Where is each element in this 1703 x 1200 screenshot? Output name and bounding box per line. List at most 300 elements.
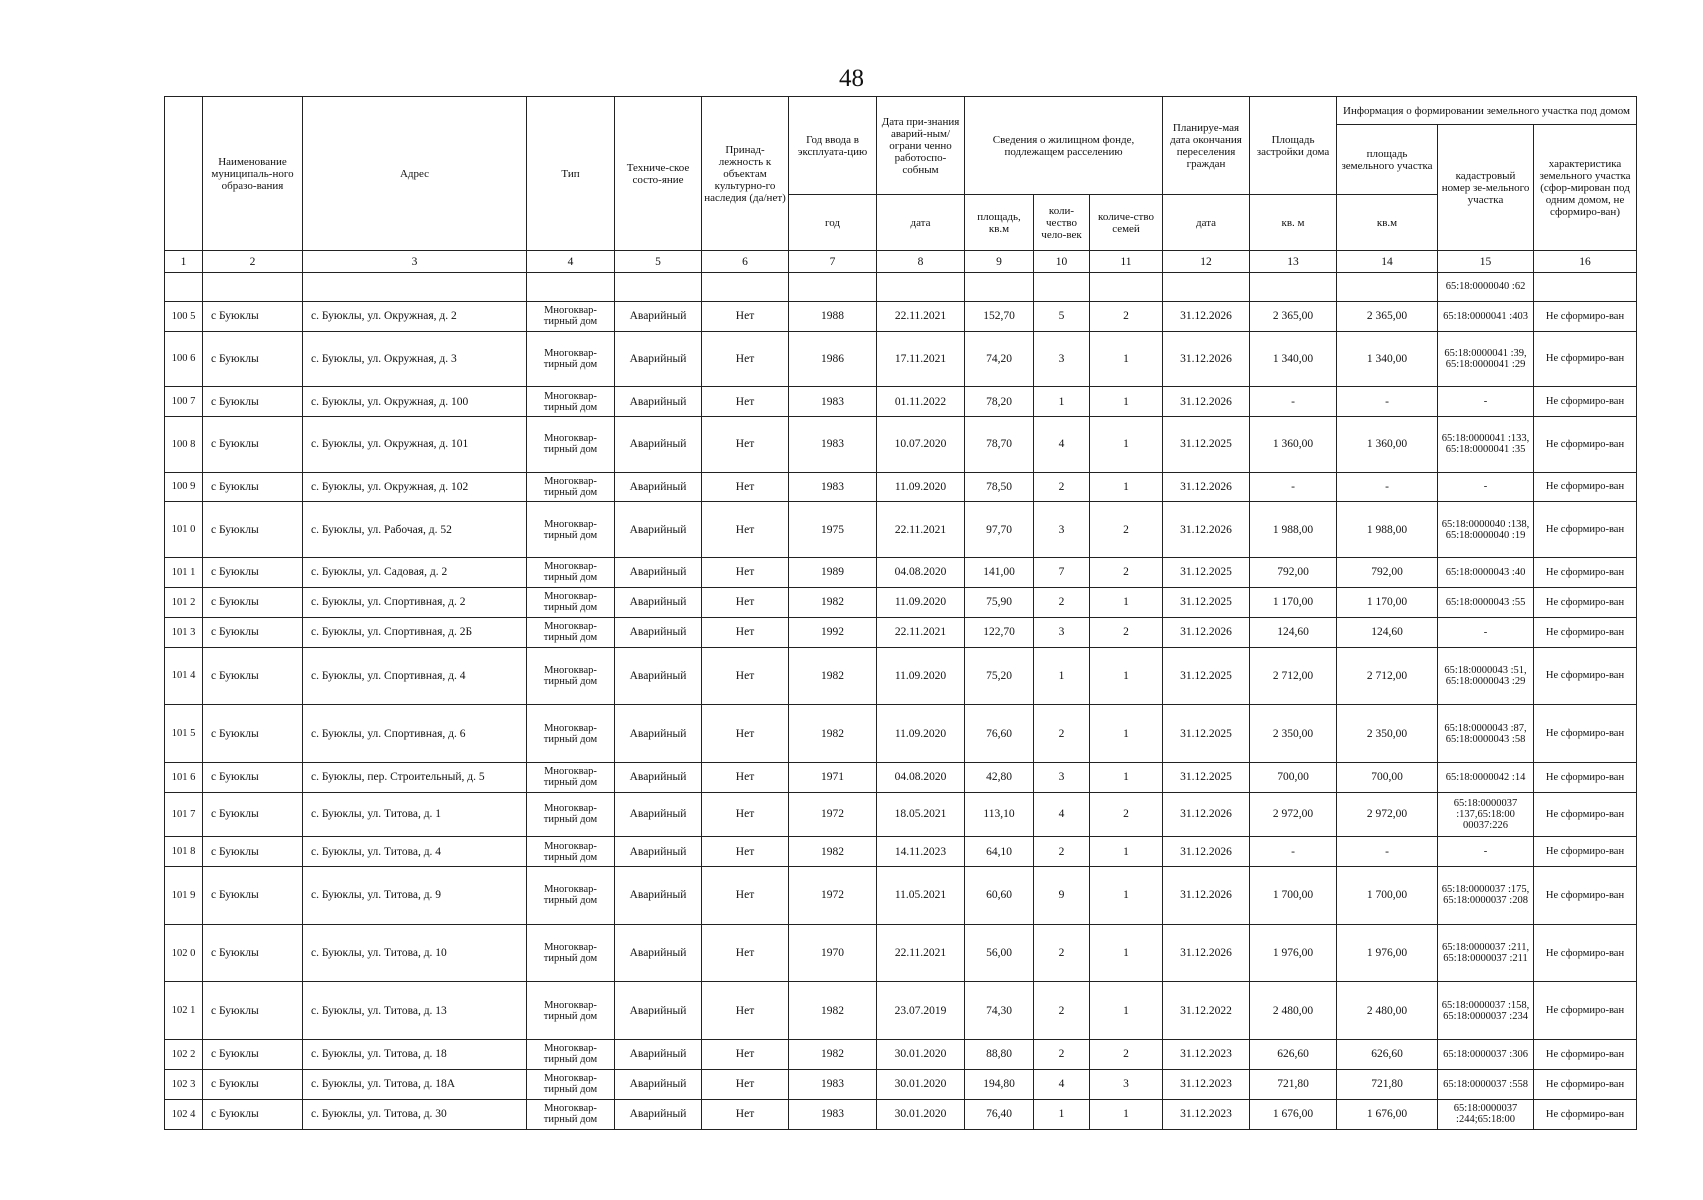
heritage-cell: Нет [702, 387, 789, 417]
column-number: 2 [203, 251, 303, 273]
land-characteristic-cell: Не сформиро-ван [1534, 587, 1637, 617]
year-cell: 1982 [789, 1040, 877, 1070]
families-cell: 1 [1090, 472, 1163, 502]
resettlement-date-cell: 31.12.2026 [1163, 837, 1250, 867]
cadastral-number: 65:18:0000043 :55 [1438, 587, 1534, 617]
land-area-cell: 1 976,00 [1337, 924, 1438, 982]
municipality-cell: с Буюклы [203, 417, 303, 472]
row-number: 100 7 [165, 387, 203, 417]
emergency-date-cell: 22.11.2021 [877, 617, 965, 647]
cadastral-number: 65:18:0000040 :138, 65:18:0000040 :19 [1438, 502, 1534, 557]
table-row [165, 647, 1637, 705]
municipality-cell: с Буюклы [203, 331, 303, 386]
emergency-date-cell: 22.11.2021 [877, 924, 965, 982]
heritage-cell: Нет [702, 1040, 789, 1070]
area-cell: 74,30 [965, 982, 1034, 1040]
heritage-cell: Нет [702, 867, 789, 925]
persons-cell: 1 [1034, 1099, 1090, 1129]
area-cell: 56,00 [965, 924, 1034, 982]
built-area-cell: 700,00 [1250, 762, 1337, 792]
type-cell: Многоквар-тирный дом [527, 1099, 615, 1129]
condition-cell: Аварийный [615, 331, 702, 386]
families-cell: 1 [1090, 867, 1163, 925]
area-cell: 76,60 [965, 705, 1034, 763]
condition-cell: Аварийный [615, 705, 702, 763]
row-number: 102 1 [165, 982, 203, 1040]
header-persons: коли-чество чело-век [1034, 195, 1090, 251]
table-row [165, 705, 1637, 763]
header-municipality: Наименование муниципаль-ного образо-вания [203, 97, 303, 251]
year-cell: 1983 [789, 387, 877, 417]
land-characteristic-cell: Не сформиро-ван [1534, 1099, 1637, 1129]
built-area-cell: 1 676,00 [1250, 1099, 1337, 1129]
built-area-cell: 1 360,00 [1250, 417, 1337, 472]
table-body [165, 273, 1637, 1130]
address-cell: с. Буюклы, ул. Титова, д. 4 [303, 837, 527, 867]
type-cell: Многоквар-тирный дом [527, 647, 615, 705]
area-cell: 88,80 [965, 1040, 1034, 1070]
year-cell: 1992 [789, 617, 877, 647]
families-cell: 1 [1090, 331, 1163, 386]
families-cell: 1 [1090, 647, 1163, 705]
cadastral-number: 65:18:0000041 :39, 65:18:0000041 :29 [1438, 331, 1534, 386]
land-characteristic-cell: Не сформиро-ван [1534, 647, 1637, 705]
year-cell: 1986 [789, 331, 877, 386]
persons-cell: 3 [1034, 502, 1090, 557]
land-area-cell: 2 972,00 [1337, 792, 1438, 836]
resettlement-date-cell: 31.12.2026 [1163, 301, 1250, 331]
municipality-cell: с Буюклы [203, 387, 303, 417]
land-area-cell: 2 712,00 [1337, 647, 1438, 705]
emergency-date-cell: 04.08.2020 [877, 762, 965, 792]
table-row [165, 301, 1637, 331]
municipality-cell: с Буюклы [203, 924, 303, 982]
row-number: 100 5 [165, 301, 203, 331]
families-cell: 2 [1090, 301, 1163, 331]
column-number: 5 [615, 251, 702, 273]
emergency-date-cell: 04.08.2020 [877, 557, 965, 587]
municipality-cell: с Буюклы [203, 301, 303, 331]
condition-cell: Аварийный [615, 924, 702, 982]
address-cell: с. Буюклы, ул. Спортивная, д. 2 [303, 587, 527, 617]
persons-cell: 7 [1034, 557, 1090, 587]
column-number: 1 [165, 251, 203, 273]
address-cell: с. Буюклы, ул. Титова, д. 13 [303, 982, 527, 1040]
municipality-cell: с Буюклы [203, 792, 303, 836]
row-number: 101 7 [165, 792, 203, 836]
resettlement-date-cell: 31.12.2026 [1163, 924, 1250, 982]
emergency-date-cell: 17.11.2021 [877, 331, 965, 386]
address-cell: с. Буюклы, ул. Рабочая, д. 52 [303, 502, 527, 557]
built-area-cell: 626,60 [1250, 1040, 1337, 1070]
condition-cell: Аварийный [615, 1099, 702, 1129]
heritage-cell: Нет [702, 502, 789, 557]
type-cell: Многоквар-тирный дом [527, 924, 615, 982]
land-characteristic-cell: Не сформиро-ван [1534, 792, 1637, 836]
area-cell: 141,00 [965, 557, 1034, 587]
header-built-area-group: Площадь застройки дома [1250, 97, 1337, 195]
cadastral-number: 65:18:0000037 :211, 65:18:0000037 :211 [1438, 924, 1534, 982]
address-cell: с. Буюклы, ул. Титова, д. 30 [303, 1099, 527, 1129]
table-row [165, 417, 1637, 472]
type-cell: Многоквар-тирный дом [527, 301, 615, 331]
persons-cell: 9 [1034, 867, 1090, 925]
municipality-cell: с Буюклы [203, 1040, 303, 1070]
persons-cell: 3 [1034, 617, 1090, 647]
cadastral-number: 65:18:0000043 :87, 65:18:0000043 :58 [1438, 705, 1534, 763]
resettlement-date-cell: 31.12.2025 [1163, 647, 1250, 705]
header-cadastral: кадастровый номер зе-мельного участка [1438, 125, 1534, 251]
persons-cell: 2 [1034, 472, 1090, 502]
land-area-cell: 1 676,00 [1337, 1099, 1438, 1129]
row-number: 100 9 [165, 472, 203, 502]
built-area-cell: - [1250, 472, 1337, 502]
municipality-cell: с Буюклы [203, 1069, 303, 1099]
land-area-cell: 1 340,00 [1337, 331, 1438, 386]
land-characteristic-cell: Не сформиро-ван [1534, 472, 1637, 502]
table-row [165, 331, 1637, 386]
built-area-cell: 1 700,00 [1250, 867, 1337, 925]
land-area-cell: 2 480,00 [1337, 982, 1438, 1040]
header-address: Адрес [303, 97, 527, 251]
type-cell: Многоквар-тирный дом [527, 587, 615, 617]
row-number: 101 8 [165, 837, 203, 867]
cadastral-number: 65:18:0000037 :558 [1438, 1069, 1534, 1099]
cadastral-number: - [1438, 837, 1534, 867]
heritage-cell: Нет [702, 617, 789, 647]
families-cell: 1 [1090, 1099, 1163, 1129]
emergency-date-cell: 30.01.2020 [877, 1069, 965, 1099]
built-area-cell: 792,00 [1250, 557, 1337, 587]
cadastral-number: 65:18:0000043 :51, 65:18:0000043 :29 [1438, 647, 1534, 705]
address-cell: с. Буюклы, ул. Окружная, д. 3 [303, 331, 527, 386]
row-number: 101 9 [165, 867, 203, 925]
persons-cell: 3 [1034, 331, 1090, 386]
row-number: 100 8 [165, 417, 203, 472]
header-land-group: Информация о формировании земельного участка под домом [1337, 97, 1637, 125]
emergency-date-cell: 10.07.2020 [877, 417, 965, 472]
address-cell: с. Буюклы, ул. Титова, д. 18 [303, 1040, 527, 1070]
table-row [165, 1099, 1637, 1129]
row-number: 101 0 [165, 502, 203, 557]
condition-cell: Аварийный [615, 792, 702, 836]
header-emergency-group: Дата при-знания аварий-ным/ограни ченно работоспо-собным [877, 97, 965, 195]
type-cell: Многоквар-тирный дом [527, 617, 615, 647]
land-characteristic-cell: Не сформиро-ван [1534, 924, 1637, 982]
header-land-area-unit: кв.м [1337, 195, 1438, 251]
land-area-cell: 721,80 [1337, 1069, 1438, 1099]
column-number: 7 [789, 251, 877, 273]
emergency-date-cell: 23.07.2019 [877, 982, 965, 1040]
area-cell: 75,90 [965, 587, 1034, 617]
land-characteristic-cell: Не сформиро-ван [1534, 617, 1637, 647]
municipality-cell: с Буюклы [203, 502, 303, 557]
resettlement-date-cell: 31.12.2025 [1163, 705, 1250, 763]
type-cell: Многоквар-тирный дом [527, 502, 615, 557]
municipality-cell: с Буюклы [203, 472, 303, 502]
persons-cell: 5 [1034, 301, 1090, 331]
built-area-cell: 1 976,00 [1250, 924, 1337, 982]
table-row [165, 982, 1637, 1040]
column-number: 4 [527, 251, 615, 273]
condition-cell: Аварийный [615, 472, 702, 502]
emergency-date-cell: 22.11.2021 [877, 301, 965, 331]
year-cell: 1971 [789, 762, 877, 792]
row-number: 102 0 [165, 924, 203, 982]
year-cell: 1983 [789, 417, 877, 472]
year-cell: 1989 [789, 557, 877, 587]
year-cell: 1982 [789, 837, 877, 867]
built-area-cell: 2 712,00 [1250, 647, 1337, 705]
emergency-date-cell: 01.11.2022 [877, 387, 965, 417]
table-row [165, 762, 1637, 792]
year-cell: 1983 [789, 1069, 877, 1099]
built-area-cell: 2 480,00 [1250, 982, 1337, 1040]
heritage-cell: Нет [702, 1099, 789, 1129]
built-area-cell: 124,60 [1250, 617, 1337, 647]
land-area-cell: - [1337, 837, 1438, 867]
emergency-date-cell: 11.09.2020 [877, 472, 965, 502]
resettlement-date-cell: 31.12.2023 [1163, 1099, 1250, 1129]
column-number: 13 [1250, 251, 1337, 273]
resettlement-date-cell: 31.12.2026 [1163, 792, 1250, 836]
area-cell: 76,40 [965, 1099, 1034, 1129]
table-row [165, 587, 1637, 617]
condition-cell: Аварийный [615, 982, 702, 1040]
families-cell: 1 [1090, 837, 1163, 867]
column-number: 14 [1337, 251, 1438, 273]
persons-cell: 2 [1034, 587, 1090, 617]
land-area-cell: - [1337, 472, 1438, 502]
year-cell: 1982 [789, 705, 877, 763]
condition-cell: Аварийный [615, 417, 702, 472]
header-type: Тип [527, 97, 615, 251]
row-number: 101 6 [165, 762, 203, 792]
column-number: 11 [1090, 251, 1163, 273]
resettlement-date-cell: 31.12.2025 [1163, 417, 1250, 472]
families-cell: 2 [1090, 502, 1163, 557]
condition-cell: Аварийный [615, 617, 702, 647]
header-area-sqm: площадь, кв.м [965, 195, 1034, 251]
persons-cell: 2 [1034, 924, 1090, 982]
families-cell: 2 [1090, 792, 1163, 836]
table-row [165, 867, 1637, 925]
year-cell: 1982 [789, 587, 877, 617]
persons-cell: 4 [1034, 1069, 1090, 1099]
column-number: 10 [1034, 251, 1090, 273]
page-number: 48 [839, 65, 864, 92]
heritage-cell: Нет [702, 587, 789, 617]
address-cell: с. Буюклы, ул. Титова, д. 9 [303, 867, 527, 925]
built-area-cell: - [1250, 387, 1337, 417]
land-area-cell: 1 360,00 [1337, 417, 1438, 472]
condition-cell: Аварийный [615, 1040, 702, 1070]
municipality-cell: с Буюклы [203, 647, 303, 705]
heritage-cell: Нет [702, 837, 789, 867]
land-area-cell: 1 170,00 [1337, 587, 1438, 617]
table-row [165, 1040, 1637, 1070]
families-cell: 1 [1090, 924, 1163, 982]
row-number: 101 1 [165, 557, 203, 587]
resettlement-date-cell: 31.12.2023 [1163, 1040, 1250, 1070]
address-cell: с. Буюклы, ул. Окружная, д. 100 [303, 387, 527, 417]
type-cell: Многоквар-тирный дом [527, 1040, 615, 1070]
area-cell: 64,10 [965, 837, 1034, 867]
municipality-cell: с Буюклы [203, 837, 303, 867]
emergency-date-cell: 11.09.2020 [877, 587, 965, 617]
table-row [165, 924, 1637, 982]
heritage-cell: Нет [702, 331, 789, 386]
land-area-cell: 124,60 [1337, 617, 1438, 647]
area-cell: 194,80 [965, 1069, 1034, 1099]
heritage-cell: Нет [702, 647, 789, 705]
address-cell: с. Буюклы, ул. Окружная, д. 102 [303, 472, 527, 502]
cadastral-number: 65:18:0000037 :306 [1438, 1040, 1534, 1070]
type-cell: Многоквар-тирный дом [527, 1069, 615, 1099]
built-area-cell: - [1250, 837, 1337, 867]
condition-cell: Аварийный [615, 837, 702, 867]
built-area-cell: 1 988,00 [1250, 502, 1337, 557]
land-characteristic-cell: Не сформиро-ван [1534, 867, 1637, 925]
municipality-cell: с Буюклы [203, 557, 303, 587]
municipality-cell: с Буюклы [203, 982, 303, 1040]
area-cell: 78,50 [965, 472, 1034, 502]
emergency-housing-table [164, 96, 1637, 1130]
address-cell: с. Буюклы, ул. Титова, д. 1 [303, 792, 527, 836]
heritage-cell: Нет [702, 762, 789, 792]
table-row [165, 472, 1637, 502]
table-row [165, 387, 1637, 417]
year-cell: 1983 [789, 1099, 877, 1129]
header-blank [165, 97, 203, 251]
area-cell: 78,70 [965, 417, 1034, 472]
built-area-cell: 1 340,00 [1250, 331, 1337, 386]
address-cell: с. Буюклы, ул. Спортивная, д. 4 [303, 647, 527, 705]
area-cell: 97,70 [965, 502, 1034, 557]
resettlement-date-cell: 31.12.2026 [1163, 867, 1250, 925]
built-area-cell: 2 350,00 [1250, 705, 1337, 763]
header-land-characteristic: характеристика земельного участка (сфор-мирован под одним домом, не сформиро-ван) [1534, 125, 1637, 251]
families-cell: 1 [1090, 762, 1163, 792]
table-row [165, 837, 1637, 867]
column-number: 9 [965, 251, 1034, 273]
resettlement-date-cell: 31.12.2026 [1163, 617, 1250, 647]
address-cell: с. Буюклы, ул. Спортивная, д. 6 [303, 705, 527, 763]
land-area-cell: 700,00 [1337, 762, 1438, 792]
row-number: 101 3 [165, 617, 203, 647]
table-row [165, 557, 1637, 587]
table-row [165, 1069, 1637, 1099]
persons-cell: 1 [1034, 387, 1090, 417]
year-cell: 1972 [789, 867, 877, 925]
column-number: 3 [303, 251, 527, 273]
land-characteristic-cell: Не сформиро-ван [1534, 705, 1637, 763]
resettlement-date-cell: 31.12.2023 [1163, 1069, 1250, 1099]
resettlement-date-cell: 31.12.2025 [1163, 557, 1250, 587]
land-characteristic-cell: Не сформиро-ван [1534, 762, 1637, 792]
area-cell: 122,70 [965, 617, 1034, 647]
year-cell: 1975 [789, 502, 877, 557]
column-number: 12 [1163, 251, 1250, 273]
persons-cell: 2 [1034, 837, 1090, 867]
municipality-cell: с Буюклы [203, 762, 303, 792]
type-cell: Многоквар-тирный дом [527, 837, 615, 867]
heritage-cell: Нет [702, 557, 789, 587]
cadastral-number: - [1438, 387, 1534, 417]
type-cell: Многоквар-тирный дом [527, 417, 615, 472]
cadastral-number: 65:18:0000037 :175, 65:18:0000037 :208 [1438, 867, 1534, 925]
table-row [165, 502, 1637, 557]
land-characteristic-cell: Не сформиро-ван [1534, 1040, 1637, 1070]
resettlement-date-cell: 31.12.2025 [1163, 587, 1250, 617]
row-number: 102 3 [165, 1069, 203, 1099]
condition-cell: Аварийный [615, 762, 702, 792]
land-characteristic-cell: Не сформиро-ван [1534, 557, 1637, 587]
address-cell: с. Буюклы, ул. Титова, д. 10 [303, 924, 527, 982]
row-number: 101 2 [165, 587, 203, 617]
resettlement-date-cell: 31.12.2026 [1163, 387, 1250, 417]
year-cell: 1988 [789, 301, 877, 331]
land-characteristic-cell: Не сформиро-ван [1534, 301, 1637, 331]
resettlement-date-cell: 31.12.2025 [1163, 762, 1250, 792]
land-area-cell: 1 700,00 [1337, 867, 1438, 925]
cadastral-number: 65:18:0000037 :244;65:18:00 [1438, 1099, 1534, 1129]
type-cell: Многоквар-тирный дом [527, 982, 615, 1040]
land-area-cell: - [1337, 387, 1438, 417]
persons-cell: 1 [1034, 647, 1090, 705]
area-cell: 78,20 [965, 387, 1034, 417]
families-cell: 1 [1090, 387, 1163, 417]
built-area-cell: 721,80 [1250, 1069, 1337, 1099]
area-cell: 113,10 [965, 792, 1034, 836]
type-cell: Многоквар-тирный дом [527, 331, 615, 386]
emergency-date-cell: 22.11.2021 [877, 502, 965, 557]
address-cell: с. Буюклы, ул. Спортивная, д. 2Б [303, 617, 527, 647]
built-area-cell: 2 365,00 [1250, 301, 1337, 331]
header-built-area-unit: кв. м [1250, 195, 1337, 251]
emergency-date-cell: 11.09.2020 [877, 647, 965, 705]
persons-cell: 2 [1034, 982, 1090, 1040]
cadastral-number: - [1438, 617, 1534, 647]
header-heritage: Принад-лежность к объектам культурно-го наследия (да/нет) [702, 97, 789, 251]
families-cell: 1 [1090, 417, 1163, 472]
header-resettlement-group: Планируе-мая дата окончания переселения граждан [1163, 97, 1250, 195]
emergency-date-cell: 30.01.2020 [877, 1040, 965, 1070]
cadastral-number: 65:18:0000042 :14 [1438, 762, 1534, 792]
heritage-cell: Нет [702, 705, 789, 763]
row-number: 101 4 [165, 647, 203, 705]
cadastral-number: 65:18:0000040 :62 [1438, 273, 1534, 302]
cadastral-number: 65:18:0000043 :40 [1438, 557, 1534, 587]
area-cell: 42,80 [965, 762, 1034, 792]
row-number: 100 6 [165, 331, 203, 386]
families-cell: 2 [1090, 557, 1163, 587]
land-characteristic-cell: Не сформиро-ван [1534, 331, 1637, 386]
row-number: 102 4 [165, 1099, 203, 1129]
area-cell: 60,60 [965, 867, 1034, 925]
year-cell: 1982 [789, 647, 877, 705]
column-number: 15 [1438, 251, 1534, 273]
built-area-cell: 2 972,00 [1250, 792, 1337, 836]
land-area-cell: 792,00 [1337, 557, 1438, 587]
municipality-cell: с Буюклы [203, 617, 303, 647]
condition-cell: Аварийный [615, 387, 702, 417]
persons-cell: 3 [1034, 762, 1090, 792]
heritage-cell: Нет [702, 924, 789, 982]
column-number: 8 [877, 251, 965, 273]
land-characteristic-cell: Не сформиро-ван [1534, 1069, 1637, 1099]
families-cell: 2 [1090, 617, 1163, 647]
